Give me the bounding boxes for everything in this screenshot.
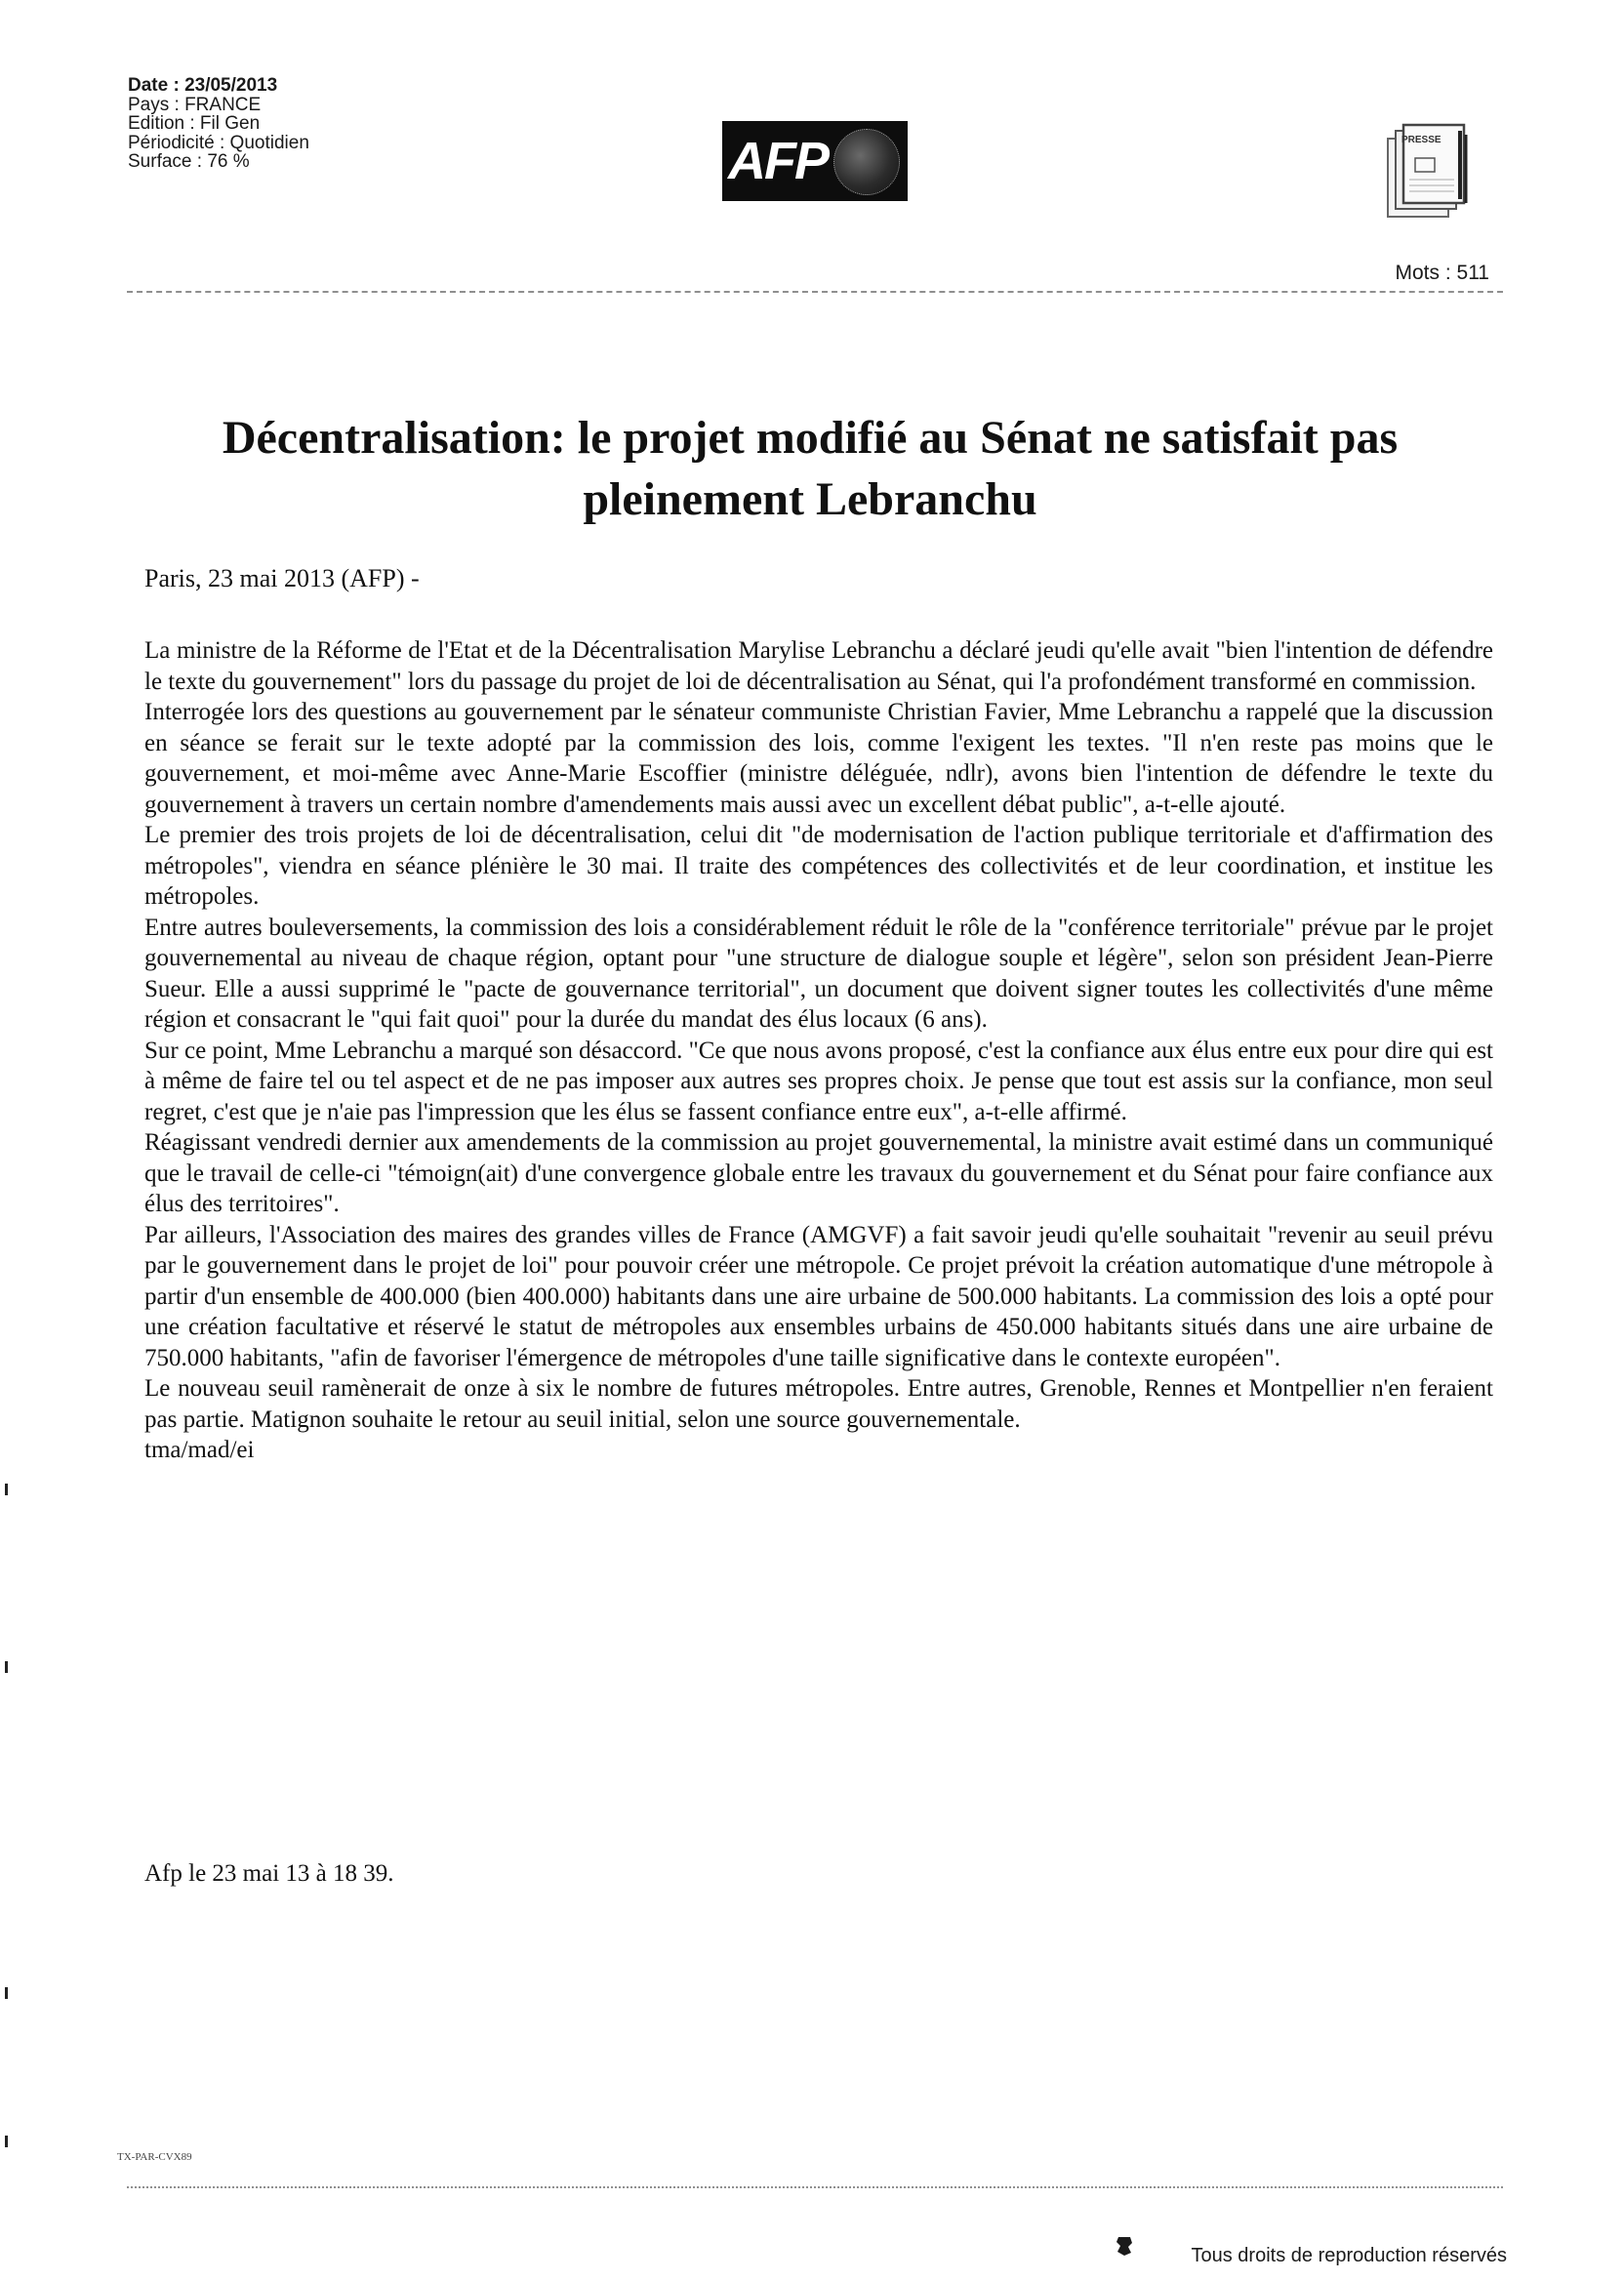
article-paragraph: Le premier des trois projets de loi de décentralisation, celui dit "de modernisation de l'action publique territoriale et d'affirmation des métropoles", viendra en séance plénière le 30 mai. Il traite des compétences des collectivités et de leur coordination, et institue les métropoles. [144, 822, 1493, 910]
header-divider [127, 291, 1503, 293]
afp-logo-text: AFP [728, 132, 828, 190]
scan-margin-mark [5, 1987, 8, 1999]
article-body [144, 635, 1493, 1466]
article-paragraph: Entre autres bouleversements, la commission des lois a considérablement réduit le rôle de la "conférence territoriale" prévue par le projet gouvernemental au niveau de chaque région, optant pour "une structure de dialogue souple et légère", selon son président Jean-Pierre Sueur. Elle a aussi supprimé le "pacte de gouvernance territorial", un document que doivent signer toutes les collectivités d'une même région et consacrant le "qui fait quoi" pour la durée du mandat des élus locaux (6 ans). [144, 914, 1493, 1033]
word-count: Mots : 511 [1395, 262, 1489, 284]
meta-date: Date : 23/05/2013 [128, 75, 278, 96]
article-paragraph: Par ailleurs, l'Association des maires des grandes villes de France (AMGVF) a fait savoir jeudi qu'elle souhaitait "revenir au seuil prévu par le gouvernement dans le projet de loi" pour pouvoir créer une métropole. Ce projet prévoit la création automatique d'une métropole à partir d'un ensemble de 400.000 (bien 400.000) habitants dans une aire urbaine de 500.000 habitants. La commission des lois a opté pour une création facultative et réservé le statut de métropoles aux ensembles urbains de 450.000 habitants situés dans une aire urbaine de 750.000 habitants, "afin de favoriser l'émergence de métropoles d'une taille significative dans le contexte européen". [144, 1221, 1493, 1371]
article-paragraph: Le nouveau seuil ramènerait de onze à six le nombre de futures métropoles. Entre autres, Grenoble, Rennes et Montpellier n'en feraient pas partie. Matignon souhaite le retour au seuil initial, selon une source gouvernementale. [144, 1375, 1493, 1433]
article-paragraph: Interrogée lors des questions au gouvernement par le sénateur communiste Christian Favier, Mme Lebranchu a rappelé que la discussion en séance se ferait sur le texte adopté par la commission des lois, comme l'exigent les textes. "Il n'en reste pas moins que le gouvernement, et moi-même avec Anne-Marie Escoffier (ministre déléguée, ndlr), avons bien l'intention de défendre le texte du gouvernement à travers un certain nombre d'amendements mais aussi avec un excellent débat public", a-t-elle ajouté. [144, 699, 1493, 818]
copyright-stamp-icon [1115, 2235, 1134, 2257]
meta-surface: Surface : 76 % [128, 151, 250, 172]
meta-pays: Pays : FRANCE [128, 94, 262, 115]
scan-margin-mark [5, 2136, 8, 2147]
press-stamp-icon [1382, 121, 1472, 226]
article-paragraph: Sur ce point, Mme Lebranchu a marqué son désaccord. "Ce que nous avons proposé, c'est la confiance aux élus entre eux pour dire qui est à même de faire tel ou tel aspect et de ne pas imposer aux autres ses propres choix. Je pense que tout est assis sur la confiance, mon seul regret, c'est que je n'aie pas l'impression que les élus se fassent confiance entre eux", a-t-elle affirmé. [144, 1037, 1493, 1125]
document-metadata [128, 76, 309, 172]
stamp-label: PRESSE [1401, 135, 1441, 145]
article-footer-timestamp: Afp le 23 mai 13 à 18 39. [144, 1860, 394, 1887]
article-paragraph: Réagissant vendredi dernier aux amendements de la commission au projet gouvernemental, la ministre avait estimé dans un communiqué que le travail de celle-ci "témoign(ait) d'une convergence globale entre les travaux du gouvernement et du Sénat pour faire confiance aux élus des territoires". [144, 1129, 1493, 1217]
meta-periodicite: Périodicité : Quotidien [128, 132, 309, 153]
scan-reference-code: TX-PAR-CVX89 [117, 2151, 192, 2163]
footer-divider [127, 2186, 1503, 2188]
article-paragraph: La ministre de la Réforme de l'Etat et de la Décentralisation Marylise Lebranchu a déclaré jeudi qu'elle avait "bien l'intention de défendre le texte du gouvernement" lors du passage du projet de loi de décentralisation au Sénat, qui l'a profondément transformé en commission. [144, 637, 1493, 695]
globe-icon [833, 129, 900, 195]
article-title: Décentralisation: le projet modifié au Sénat ne satisfait pas pleinement Lebranchu [222, 412, 1399, 526]
meta-edition: Edition : Fil Gen [128, 113, 261, 134]
scan-margin-mark [5, 1484, 8, 1495]
copyright-notice: Tous droits de reproduction réservés [1191, 2245, 1507, 2266]
article-signature: tma/mad/ei [144, 1437, 255, 1463]
article-dateline: Paris, 23 mai 2013 (AFP) - [144, 564, 420, 592]
afp-logo [722, 121, 908, 201]
scan-margin-mark [5, 1661, 8, 1673]
